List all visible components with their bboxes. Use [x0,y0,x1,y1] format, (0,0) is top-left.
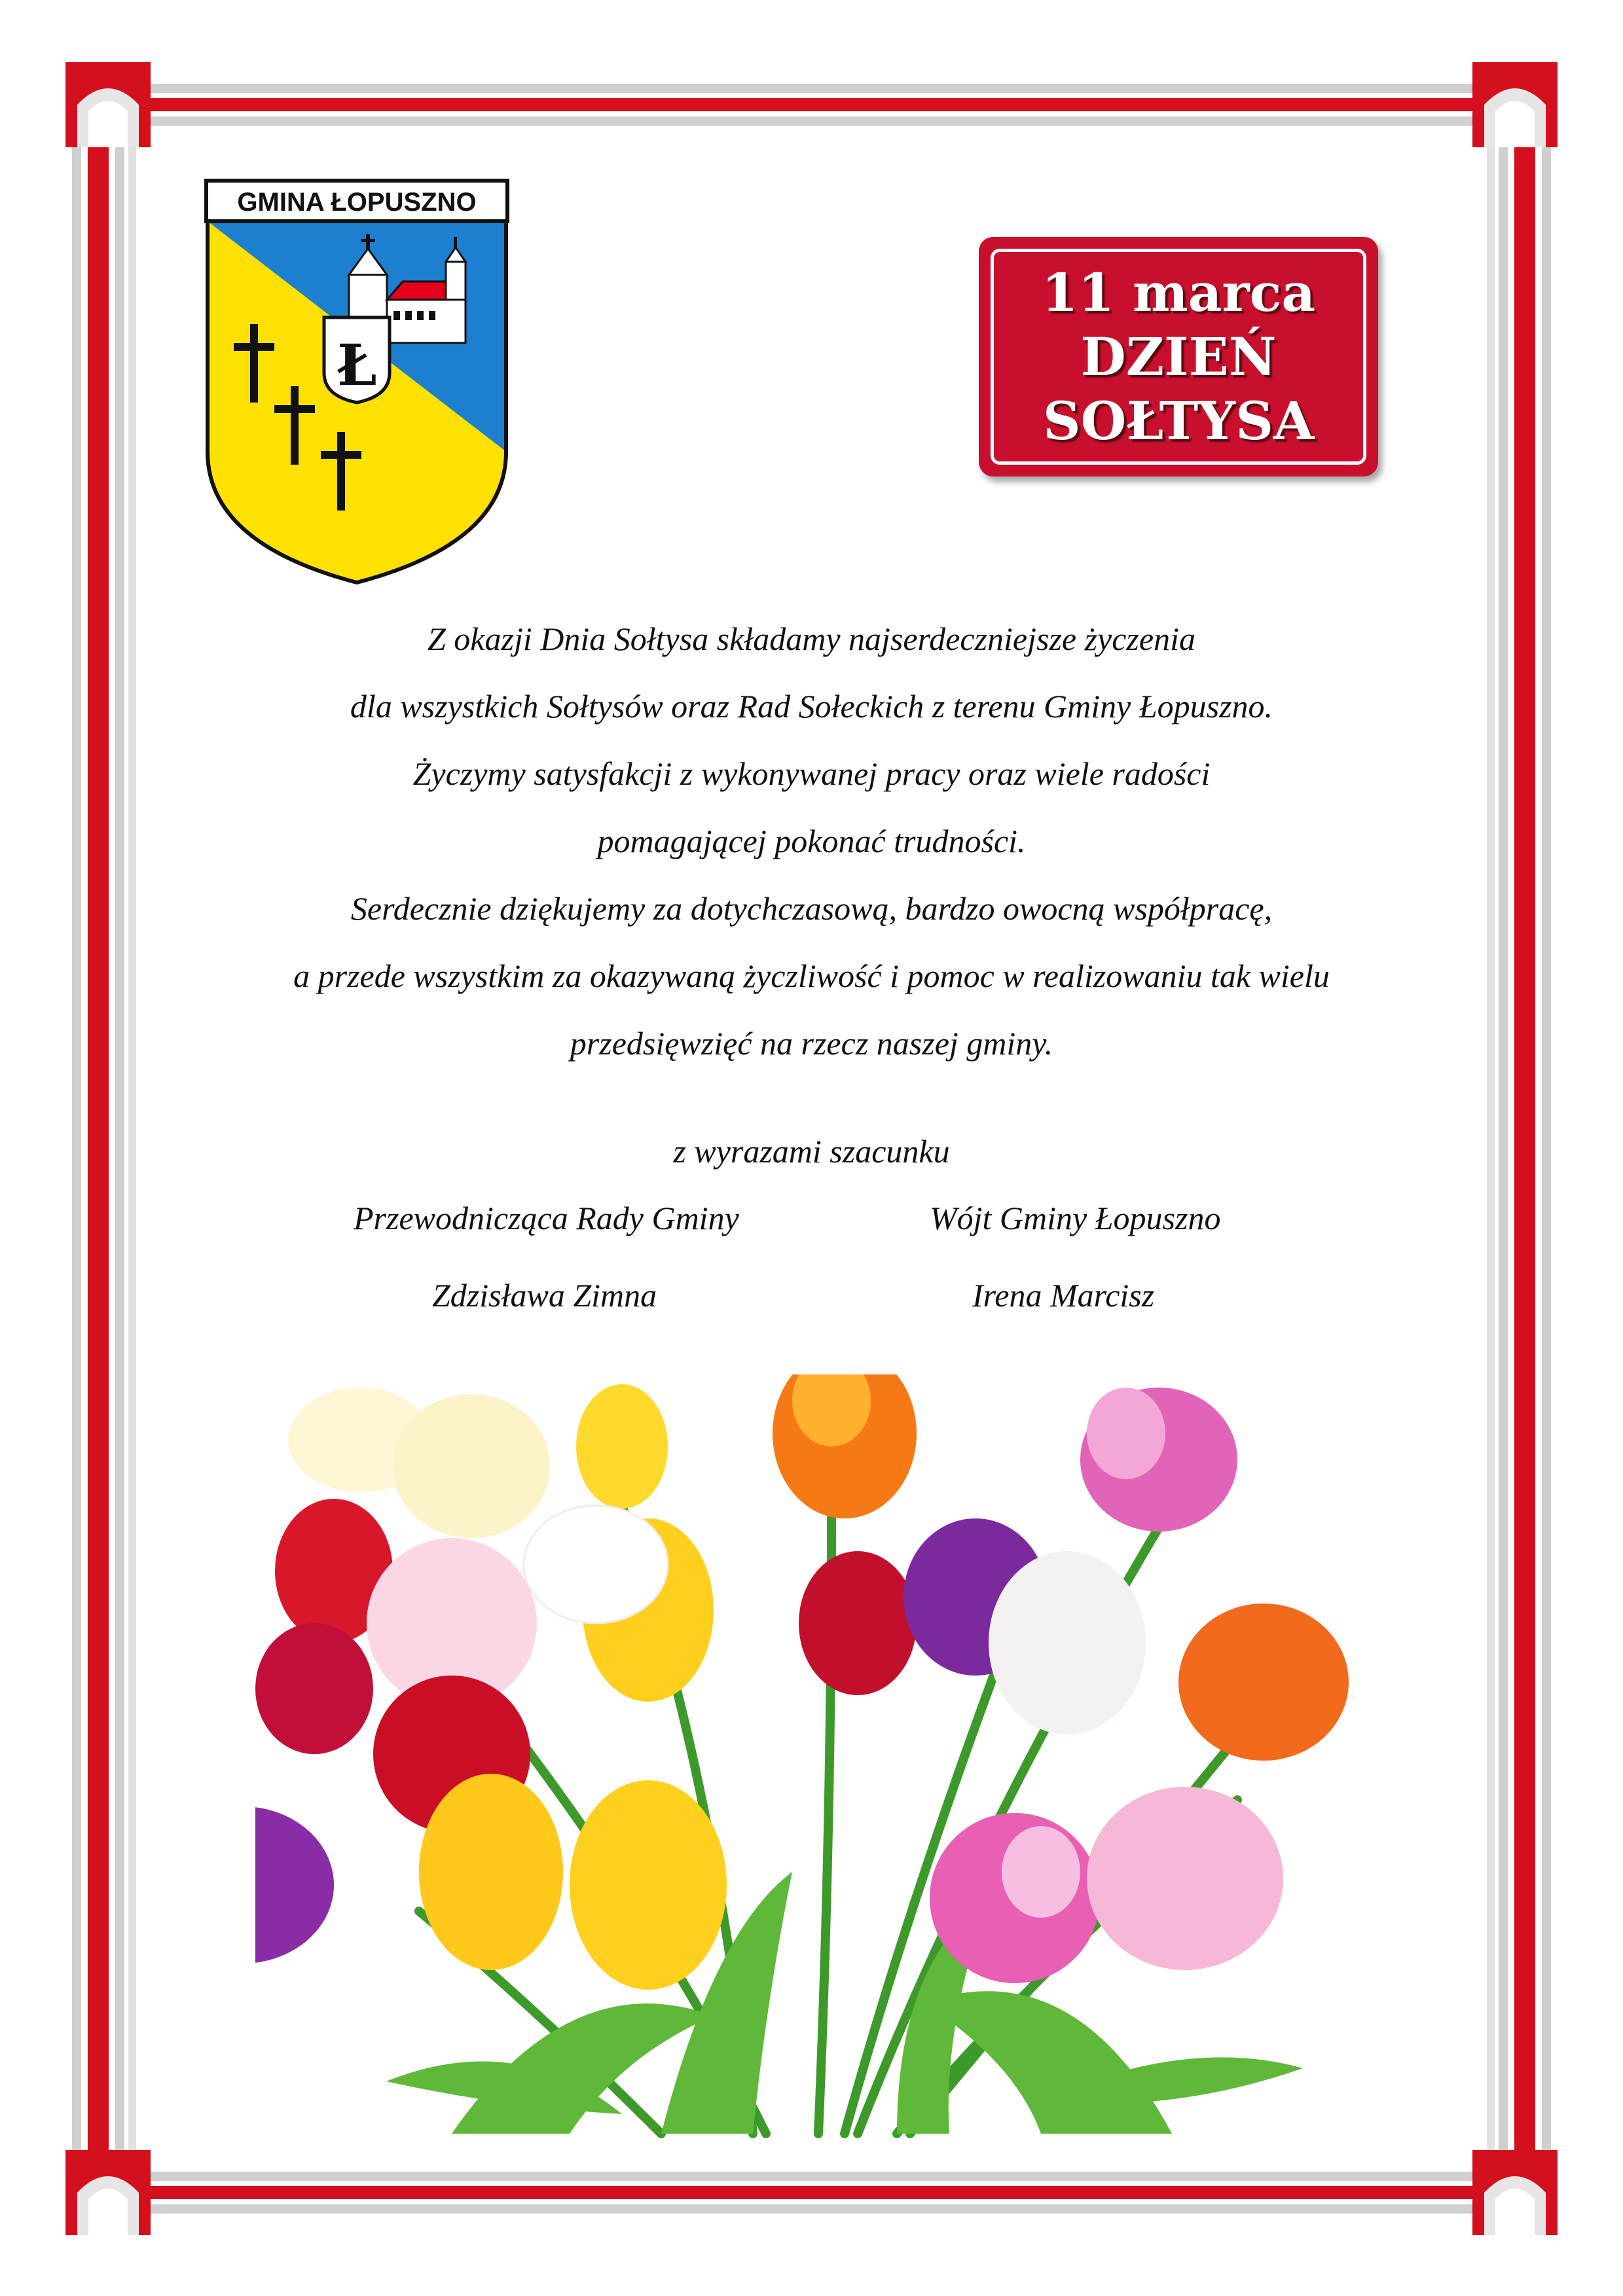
badge-title-line2: SOŁTYSA [1042,390,1315,452]
frame-corner-bottom-right [1472,2150,1558,2235]
coat-of-arms-logo [200,177,514,589]
frame-corner-top-left [65,62,151,147]
tulip-bouquet-image [255,1374,1408,2140]
coat-shield-letter: Ł [337,332,377,399]
greeting-text [0,605,1623,1077]
greeting-line: przedsięwzięć na rzecz naszej gminy. [570,1025,1053,1062]
closing-phrase: z wyrazami szacunku [673,1133,950,1170]
greeting-line: a przede wszystkim za okazywaną życzliwość i pomoc w realizowaniu tak wielu [293,958,1330,994]
left-signatory-title: Przewodnicząca Rady Gminy [354,1200,739,1236]
frame-bottom-bar [98,2172,1525,2214]
frame-top-bar [98,84,1525,126]
badge-title-line1: DZIEŃ [1080,326,1277,387]
right-signatory-title: Wójt Gminy Łopuszno [930,1200,1221,1236]
greeting-line: Życzymy satysfakcji z wykonywanej pracy oraz wiele radości [412,755,1211,792]
greeting-line: Serdecznie dziękujemy za dotychczasową, bardzo owocną współpracę, [350,890,1273,927]
greeting-line: Z okazji Dnia Sołtysa składamy najserdeczniejsze życzenia [428,620,1195,657]
frame-corner-bottom-left [65,2150,151,2235]
greeting-line: dla wszystkich Sołtysów oraz Rad Sołeckich z terenu Gminy Łopuszno. [350,688,1273,725]
frame-corner-top-right [1472,62,1558,147]
coat-banner-text: GMINA ŁOPUSZNO [237,188,477,217]
badge-date: 11 marca [1041,262,1316,323]
day-badge [979,237,1378,476]
greeting-line: pomagającej pokonać trudności. [597,823,1026,859]
left-signatory-name: Zdzisława Zimna [432,1277,657,1314]
right-signatory-name: Irena Marcisz [972,1277,1155,1314]
day-badge-inner [991,249,1366,465]
